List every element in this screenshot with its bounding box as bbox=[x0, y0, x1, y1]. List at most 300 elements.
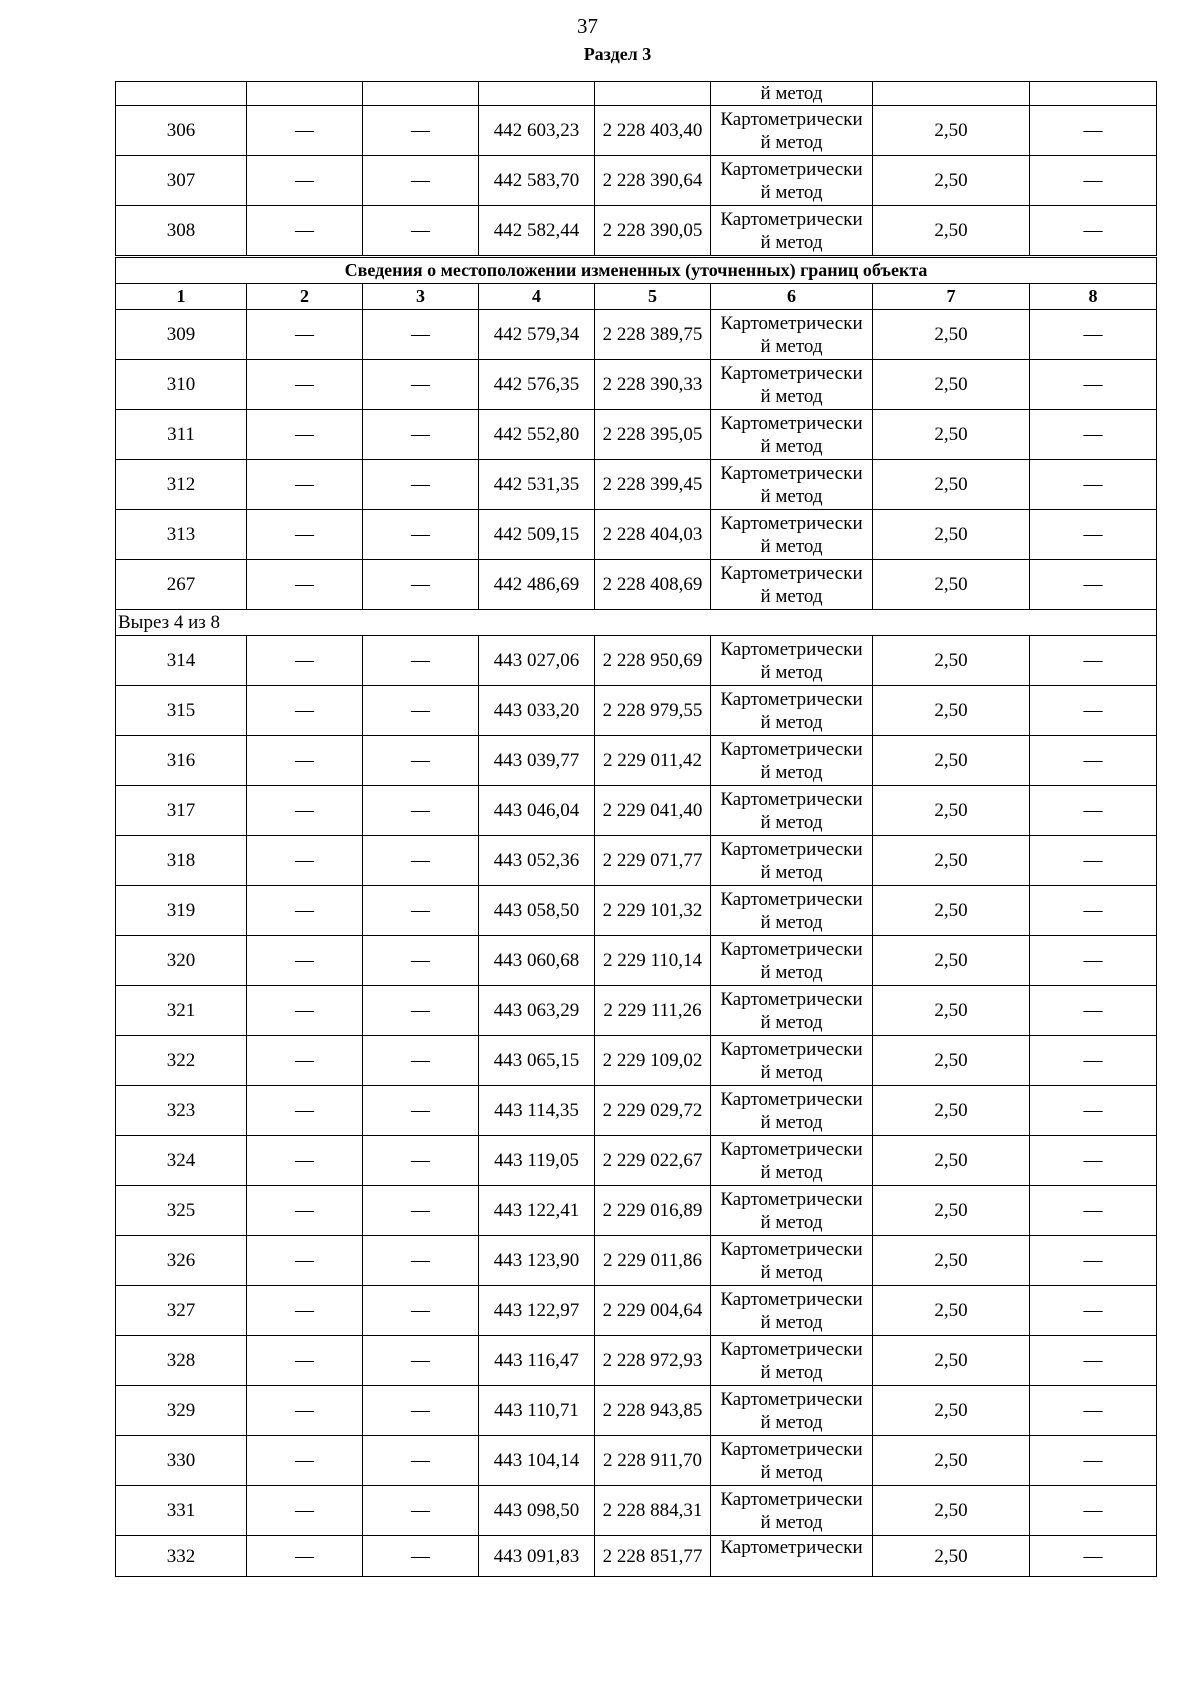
col2-cell: — bbox=[247, 1086, 363, 1136]
method-cell bbox=[711, 156, 873, 206]
column-number: 6 bbox=[711, 284, 873, 310]
x-coordinate: 443 104,14 bbox=[479, 1436, 595, 1486]
col8-cell: — bbox=[1030, 1136, 1157, 1186]
col3-cell: — bbox=[363, 1536, 479, 1577]
y-coordinate: 2 228 395,05 bbox=[595, 410, 711, 460]
table-row bbox=[116, 206, 1157, 257]
y-coordinate: 2 228 972,93 bbox=[595, 1336, 711, 1386]
table-row bbox=[116, 936, 1157, 986]
table-row bbox=[116, 736, 1157, 786]
method-cell bbox=[711, 636, 873, 686]
accuracy-cell: 2,50 bbox=[873, 156, 1030, 206]
col2-cell: — bbox=[247, 636, 363, 686]
col3-cell: — bbox=[363, 686, 479, 736]
method-line-2: й метод bbox=[760, 231, 823, 253]
point-number: 321 bbox=[116, 986, 247, 1036]
point-number: 310 bbox=[116, 360, 247, 410]
table-row bbox=[116, 510, 1157, 560]
col3-cell: — bbox=[363, 1286, 479, 1336]
method-line-1: Картометрически bbox=[720, 462, 863, 484]
method-cell bbox=[711, 786, 873, 836]
table-row bbox=[116, 1236, 1157, 1286]
method-line-1: Картометрически bbox=[720, 512, 863, 534]
method-cell bbox=[711, 206, 873, 257]
column-numbers-row bbox=[116, 284, 1157, 310]
col8-cell: — bbox=[1030, 736, 1157, 786]
accuracy-cell: 2,50 bbox=[873, 1236, 1030, 1286]
table-row bbox=[116, 460, 1157, 510]
table-row bbox=[116, 560, 1157, 610]
x-coordinate: 442 603,23 bbox=[479, 106, 595, 156]
col2-cell: — bbox=[247, 1286, 363, 1336]
col2-cell: — bbox=[247, 936, 363, 986]
y-coordinate: 2 229 022,67 bbox=[595, 1136, 711, 1186]
table-row bbox=[116, 1086, 1157, 1136]
col2-cell: — bbox=[247, 460, 363, 510]
table-row bbox=[116, 410, 1157, 460]
section-title: Раздел 3 bbox=[583, 44, 652, 64]
method-line-1: Картометрически bbox=[720, 688, 863, 710]
method-line-2: й метод bbox=[760, 661, 823, 683]
column-number: 8 bbox=[1030, 284, 1157, 310]
point-number: 311 bbox=[116, 410, 247, 460]
col2-cell: — bbox=[247, 560, 363, 610]
accuracy-cell: 2,50 bbox=[873, 310, 1030, 360]
col8-cell: — bbox=[1030, 106, 1157, 156]
table-row bbox=[116, 156, 1157, 206]
col2-cell: — bbox=[247, 1136, 363, 1186]
col8-cell: — bbox=[1030, 1286, 1157, 1336]
column-number: 7 bbox=[873, 284, 1030, 310]
col3-cell: — bbox=[363, 106, 479, 156]
point-number: 306 bbox=[116, 106, 247, 156]
method-line-1: Картометрически bbox=[720, 788, 863, 810]
point-number: 308 bbox=[116, 206, 247, 257]
method-line-2: й метод bbox=[760, 711, 823, 733]
col3-cell: — bbox=[363, 1436, 479, 1486]
coordinates-table bbox=[115, 81, 1157, 1577]
x-coordinate: 443 033,20 bbox=[479, 686, 595, 736]
x-coordinate: 443 114,35 bbox=[479, 1086, 595, 1136]
table-row bbox=[116, 1286, 1157, 1336]
method-line-1: Картометрически bbox=[720, 1138, 863, 1160]
accuracy-cell: 2,50 bbox=[873, 886, 1030, 936]
col2-cell: — bbox=[247, 106, 363, 156]
method-cell bbox=[711, 1136, 873, 1186]
method-line-1: Картометрически bbox=[720, 1388, 863, 1410]
col3-cell: — bbox=[363, 310, 479, 360]
y-coordinate: 2 229 101,32 bbox=[595, 886, 711, 936]
col2-cell: — bbox=[247, 1536, 363, 1577]
accuracy-cell: 2,50 bbox=[873, 736, 1030, 786]
table-row bbox=[116, 106, 1157, 156]
point-number: 312 bbox=[116, 460, 247, 510]
table-row bbox=[116, 1436, 1157, 1486]
y-coordinate: 2 229 011,86 bbox=[595, 1236, 711, 1286]
table-row bbox=[116, 360, 1157, 410]
method-line-1: Картометрически bbox=[720, 938, 863, 960]
col2-cell: — bbox=[247, 1336, 363, 1386]
point-number: 332 bbox=[116, 1536, 247, 1577]
col3-cell: — bbox=[363, 360, 479, 410]
col8-cell: — bbox=[1030, 156, 1157, 206]
method-line-1: Картометрически bbox=[720, 988, 863, 1010]
table-row bbox=[116, 1486, 1157, 1536]
x-coordinate: 443 110,71 bbox=[479, 1386, 595, 1436]
method-line-2: й метод bbox=[760, 1161, 823, 1183]
method-line-1: Картометрически bbox=[720, 838, 863, 860]
method-cell bbox=[711, 1436, 873, 1486]
x-coordinate: 443 116,47 bbox=[479, 1336, 595, 1386]
y-coordinate: 2 228 403,40 bbox=[595, 106, 711, 156]
accuracy-cell: 2,50 bbox=[873, 106, 1030, 156]
method-line-2: й метод bbox=[760, 1011, 823, 1033]
method-cell bbox=[711, 1486, 873, 1536]
col2-cell: — bbox=[247, 156, 363, 206]
col3-cell: — bbox=[363, 1386, 479, 1436]
col2-cell: — bbox=[247, 310, 363, 360]
column-number: 3 bbox=[363, 284, 479, 310]
point-number: 323 bbox=[116, 1086, 247, 1136]
x-coordinate: 442 486,69 bbox=[479, 560, 595, 610]
method-cell bbox=[711, 310, 873, 360]
column-number: 5 bbox=[595, 284, 711, 310]
method-line-1: Картометрически bbox=[720, 1338, 863, 1360]
point-number: 327 bbox=[116, 1286, 247, 1336]
col8-cell: — bbox=[1030, 1386, 1157, 1436]
table-row bbox=[116, 786, 1157, 836]
x-coordinate: 443 058,50 bbox=[479, 886, 595, 936]
method-line-1: Картометрически bbox=[720, 638, 863, 660]
x-coordinate: 443 122,41 bbox=[479, 1186, 595, 1236]
table-row bbox=[116, 1386, 1157, 1436]
y-coordinate: 2 229 111,26 bbox=[595, 986, 711, 1036]
x-coordinate: 442 576,35 bbox=[479, 360, 595, 410]
col3-cell: — bbox=[363, 156, 479, 206]
table-row bbox=[116, 1136, 1157, 1186]
method-line-2: й метод bbox=[760, 535, 823, 557]
method-line-2: й метод bbox=[760, 1211, 823, 1233]
method-cell bbox=[711, 1286, 873, 1336]
y-coordinate: 2 228 389,75 bbox=[595, 310, 711, 360]
col2-cell: — bbox=[247, 886, 363, 936]
cell-empty bbox=[363, 82, 479, 106]
col8-cell: — bbox=[1030, 686, 1157, 736]
y-coordinate: 2 228 390,33 bbox=[595, 360, 711, 410]
method-line-2: й метод bbox=[760, 811, 823, 833]
method-cell bbox=[711, 510, 873, 560]
col8-cell: — bbox=[1030, 1036, 1157, 1086]
y-coordinate: 2 228 950,69 bbox=[595, 636, 711, 686]
method-cell bbox=[711, 736, 873, 786]
method-line-2: й метод bbox=[760, 761, 823, 783]
table-row bbox=[116, 836, 1157, 886]
x-coordinate: 443 098,50 bbox=[479, 1486, 595, 1536]
method-line-1: Картометрически bbox=[720, 1438, 863, 1460]
accuracy-cell: 2,50 bbox=[873, 1336, 1030, 1386]
col2-cell: — bbox=[247, 1486, 363, 1536]
method-cell bbox=[711, 886, 873, 936]
method-cell bbox=[711, 460, 873, 510]
continuation-text: й метод bbox=[711, 82, 873, 106]
col8-cell: — bbox=[1030, 1436, 1157, 1486]
y-coordinate: 2 228 911,70 bbox=[595, 1436, 711, 1486]
method-line-2: й метод bbox=[760, 1311, 823, 1333]
y-coordinate: 2 228 979,55 bbox=[595, 686, 711, 736]
method-line-1: Картометрически bbox=[720, 158, 863, 180]
point-number: 319 bbox=[116, 886, 247, 936]
method-cell bbox=[711, 936, 873, 986]
method-cell bbox=[711, 836, 873, 886]
cell-empty bbox=[595, 82, 711, 106]
col8-cell: — bbox=[1030, 936, 1157, 986]
col8-cell: — bbox=[1030, 410, 1157, 460]
table-row bbox=[116, 1536, 1157, 1577]
method-line-2: й метод bbox=[760, 181, 823, 203]
col8-cell: — bbox=[1030, 1536, 1157, 1577]
method-line-2: й метод bbox=[760, 131, 823, 153]
y-coordinate: 2 228 404,03 bbox=[595, 510, 711, 560]
x-coordinate: 443 065,15 bbox=[479, 1036, 595, 1086]
col8-cell: — bbox=[1030, 836, 1157, 886]
method-line-2: й метод bbox=[760, 911, 823, 933]
y-coordinate: 2 229 004,64 bbox=[595, 1286, 711, 1336]
point-number: 326 bbox=[116, 1236, 247, 1286]
table-row bbox=[116, 1336, 1157, 1386]
table-row bbox=[116, 1036, 1157, 1086]
x-coordinate: 443 027,06 bbox=[479, 636, 595, 686]
point-number: 318 bbox=[116, 836, 247, 886]
col3-cell: — bbox=[363, 986, 479, 1036]
point-number: 331 bbox=[116, 1486, 247, 1536]
method-line-2: й метод bbox=[760, 385, 823, 407]
method-line-1: Картометрически bbox=[720, 312, 863, 334]
col3-cell: — bbox=[363, 1486, 479, 1536]
col8-cell: — bbox=[1030, 786, 1157, 836]
col3-cell: — bbox=[363, 510, 479, 560]
method-cell bbox=[711, 410, 873, 460]
accuracy-cell: 2,50 bbox=[873, 360, 1030, 410]
col8-cell: — bbox=[1030, 1186, 1157, 1236]
col8-cell: — bbox=[1030, 1486, 1157, 1536]
accuracy-cell: 2,50 bbox=[873, 1036, 1030, 1086]
y-coordinate: 2 229 110,14 bbox=[595, 936, 711, 986]
point-number: 329 bbox=[116, 1386, 247, 1436]
method-line-2: й метод bbox=[760, 1361, 823, 1383]
accuracy-cell: 2,50 bbox=[873, 986, 1030, 1036]
col3-cell: — bbox=[363, 206, 479, 257]
point-number: 317 bbox=[116, 786, 247, 836]
y-coordinate: 2 229 029,72 bbox=[595, 1086, 711, 1136]
point-number: 307 bbox=[116, 156, 247, 206]
y-coordinate: 2 228 399,45 bbox=[595, 460, 711, 510]
x-coordinate: 443 060,68 bbox=[479, 936, 595, 986]
accuracy-cell: 2,50 bbox=[873, 460, 1030, 510]
method-line-2: й метод bbox=[760, 435, 823, 457]
col3-cell: — bbox=[363, 736, 479, 786]
method-line-1: Картометрически bbox=[720, 1537, 863, 1558]
method-cell bbox=[711, 686, 873, 736]
point-number: 320 bbox=[116, 936, 247, 986]
method-cell bbox=[711, 986, 873, 1036]
method-line-2: й метод bbox=[760, 1411, 823, 1433]
col8-cell: — bbox=[1030, 986, 1157, 1036]
method-cell bbox=[711, 360, 873, 410]
table-row bbox=[116, 686, 1157, 736]
method-line-2: й метод bbox=[760, 861, 823, 883]
col2-cell: — bbox=[247, 206, 363, 257]
block-title: Сведения о местоположении измененных (уточненных) границ объекта bbox=[116, 257, 1157, 284]
point-number: 322 bbox=[116, 1036, 247, 1086]
table-row bbox=[116, 1186, 1157, 1236]
col8-cell: — bbox=[1030, 1086, 1157, 1136]
col8-cell: — bbox=[1030, 510, 1157, 560]
accuracy-cell: 2,50 bbox=[873, 206, 1030, 257]
accuracy-cell: 2,50 bbox=[873, 1086, 1030, 1136]
cell-empty bbox=[247, 82, 363, 106]
accuracy-cell: 2,50 bbox=[873, 410, 1030, 460]
col2-cell: — bbox=[247, 1436, 363, 1486]
point-number: 325 bbox=[116, 1186, 247, 1236]
x-coordinate: 443 091,83 bbox=[479, 1536, 595, 1577]
method-line-2: й метод bbox=[760, 485, 823, 507]
y-coordinate: 2 229 041,40 bbox=[595, 786, 711, 836]
table-row bbox=[116, 886, 1157, 936]
y-coordinate: 2 229 016,89 bbox=[595, 1186, 711, 1236]
col3-cell: — bbox=[363, 636, 479, 686]
point-number: 313 bbox=[116, 510, 247, 560]
col3-cell: — bbox=[363, 1086, 479, 1136]
accuracy-cell: 2,50 bbox=[873, 560, 1030, 610]
column-number: 1 bbox=[116, 284, 247, 310]
col3-cell: — bbox=[363, 1036, 479, 1086]
point-number: 309 bbox=[116, 310, 247, 360]
method-cell bbox=[711, 1086, 873, 1136]
method-line-2: й метод bbox=[760, 1461, 823, 1483]
point-number: 330 bbox=[116, 1436, 247, 1486]
block-title-row bbox=[116, 257, 1157, 284]
accuracy-cell: 2,50 bbox=[873, 1536, 1030, 1577]
cut-row bbox=[116, 610, 1157, 636]
page-number: 37 bbox=[577, 14, 598, 38]
point-number: 328 bbox=[116, 1336, 247, 1386]
x-coordinate: 442 552,80 bbox=[479, 410, 595, 460]
point-number: 324 bbox=[116, 1136, 247, 1186]
col2-cell: — bbox=[247, 1036, 363, 1086]
method-cell bbox=[711, 1036, 873, 1086]
col8-cell: — bbox=[1030, 460, 1157, 510]
accuracy-cell: 2,50 bbox=[873, 836, 1030, 886]
col3-cell: — bbox=[363, 1336, 479, 1386]
accuracy-cell: 2,50 bbox=[873, 686, 1030, 736]
col2-cell: — bbox=[247, 410, 363, 460]
method-line-1: Картометрически bbox=[720, 1088, 863, 1110]
x-coordinate: 443 119,05 bbox=[479, 1136, 595, 1186]
point-number: 314 bbox=[116, 636, 247, 686]
table-row bbox=[116, 986, 1157, 1036]
y-coordinate: 2 229 011,42 bbox=[595, 736, 711, 786]
method-cell bbox=[711, 1236, 873, 1286]
accuracy-cell: 2,50 bbox=[873, 1436, 1030, 1486]
x-coordinate: 442 531,35 bbox=[479, 460, 595, 510]
continuation-row bbox=[116, 82, 1157, 106]
y-coordinate: 2 229 109,02 bbox=[595, 1036, 711, 1086]
col3-cell: — bbox=[363, 936, 479, 986]
x-coordinate: 442 579,34 bbox=[479, 310, 595, 360]
method-cell bbox=[711, 106, 873, 156]
method-line-2: й метод bbox=[760, 961, 823, 983]
col2-cell: — bbox=[247, 1386, 363, 1436]
col8-cell: — bbox=[1030, 310, 1157, 360]
accuracy-cell: 2,50 bbox=[873, 636, 1030, 686]
col3-cell: — bbox=[363, 1236, 479, 1286]
col2-cell: — bbox=[247, 1236, 363, 1286]
method-line-1: Картометрически bbox=[720, 1038, 863, 1060]
col3-cell: — bbox=[363, 786, 479, 836]
y-coordinate: 2 228 884,31 bbox=[595, 1486, 711, 1536]
method-line-1: Картометрически bbox=[720, 738, 863, 760]
accuracy-cell: 2,50 bbox=[873, 936, 1030, 986]
col3-cell: — bbox=[363, 410, 479, 460]
point-number: 316 bbox=[116, 736, 247, 786]
table-row bbox=[116, 310, 1157, 360]
method-line-2: й метод bbox=[760, 335, 823, 357]
y-coordinate: 2 228 408,69 bbox=[595, 560, 711, 610]
method-cell bbox=[711, 1186, 873, 1236]
method-line-2: й метод bbox=[760, 1511, 823, 1533]
y-coordinate: 2 228 390,05 bbox=[595, 206, 711, 257]
col8-cell: — bbox=[1030, 206, 1157, 257]
method-cell bbox=[711, 560, 873, 610]
col2-cell: — bbox=[247, 836, 363, 886]
point-number: 267 bbox=[116, 560, 247, 610]
column-number: 4 bbox=[479, 284, 595, 310]
accuracy-cell: 2,50 bbox=[873, 1186, 1030, 1236]
method-line-2: й метод bbox=[760, 1061, 823, 1083]
method-line-1: Картометрически bbox=[720, 362, 863, 384]
method-line-1: Картометрически bbox=[720, 1238, 863, 1260]
method-line-1: Картометрически bbox=[720, 1488, 863, 1510]
col8-cell: — bbox=[1030, 886, 1157, 936]
x-coordinate: 443 052,36 bbox=[479, 836, 595, 886]
method-line-1: Картометрически bbox=[720, 1288, 863, 1310]
method-line-1: Картометрически bbox=[720, 1188, 863, 1210]
y-coordinate: 2 228 390,64 bbox=[595, 156, 711, 206]
col2-cell: — bbox=[247, 510, 363, 560]
cell-empty bbox=[479, 82, 595, 106]
table-body bbox=[116, 82, 1157, 1577]
x-coordinate: 442 583,70 bbox=[479, 156, 595, 206]
column-number: 2 bbox=[247, 284, 363, 310]
accuracy-cell: 2,50 bbox=[873, 786, 1030, 836]
col2-cell: — bbox=[247, 360, 363, 410]
method-line-1: Картометрически bbox=[720, 108, 863, 130]
col2-cell: — bbox=[247, 986, 363, 1036]
col3-cell: — bbox=[363, 1136, 479, 1186]
x-coordinate: 443 039,77 bbox=[479, 736, 595, 786]
col2-cell: — bbox=[247, 786, 363, 836]
accuracy-cell: 2,50 bbox=[873, 1486, 1030, 1536]
method-line-2: й метод bbox=[760, 585, 823, 607]
y-coordinate: 2 229 071,77 bbox=[595, 836, 711, 886]
accuracy-cell: 2,50 bbox=[873, 1136, 1030, 1186]
point-number: 315 bbox=[116, 686, 247, 736]
col3-cell: — bbox=[363, 836, 479, 886]
col3-cell: — bbox=[363, 1186, 479, 1236]
method-cell bbox=[711, 1536, 873, 1577]
x-coordinate: 443 122,97 bbox=[479, 1286, 595, 1336]
method-cell bbox=[711, 1336, 873, 1386]
